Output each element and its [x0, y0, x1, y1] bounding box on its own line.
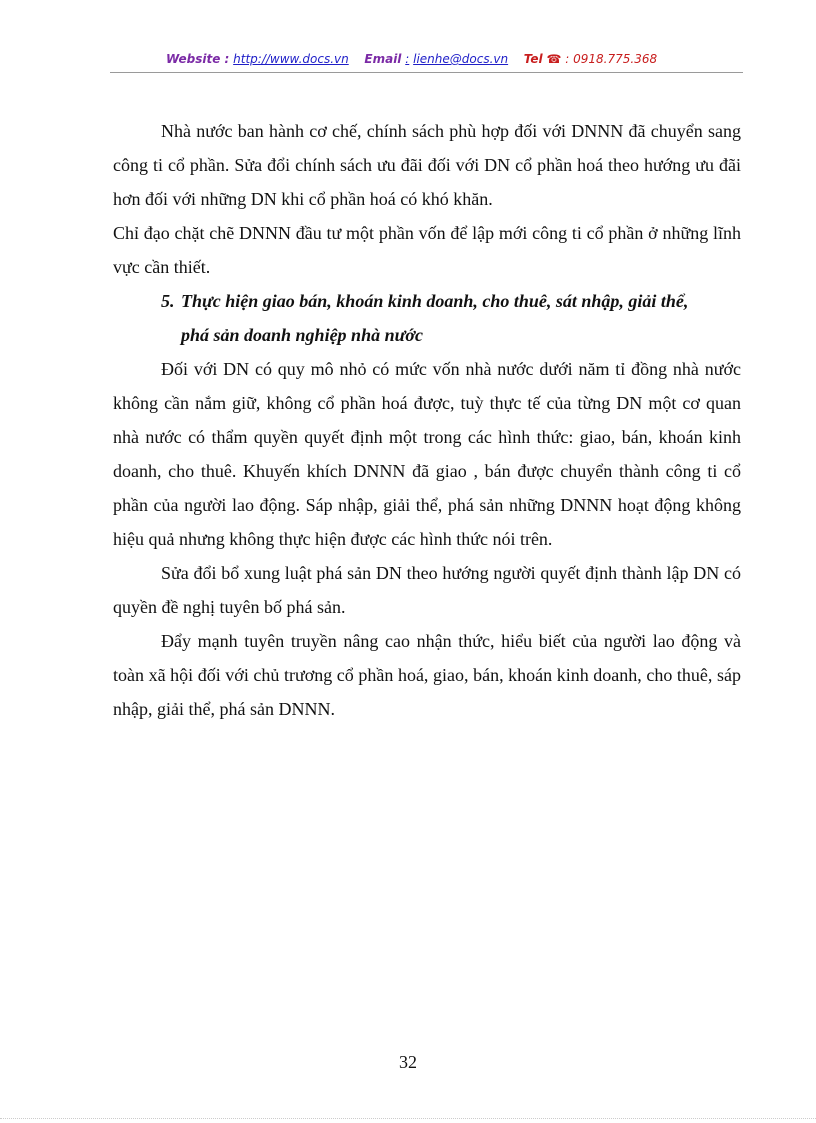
- section-number: 5.: [161, 291, 175, 311]
- tel-number: : 0918.775.368: [565, 52, 658, 66]
- paragraph-4: Sửa đổi bổ xung luật phá sản DN theo hướng người quyết định thành lập DN có quyền đề nghị tuyên bố phá sản.: [113, 563, 741, 617]
- header-contact-line: [166, 52, 657, 66]
- page-header: [110, 50, 743, 73]
- page-number: 32: [399, 1052, 417, 1072]
- section-heading: [113, 284, 741, 352]
- tel-label: Tel: [523, 52, 543, 66]
- section-heading-line-2: phá sản doanh nghiệp nhà nước: [181, 325, 424, 345]
- section-heading-line-1: Thực hiện giao bán, khoán kinh doanh, cho thuê, sát nhập, giải thể,: [181, 291, 689, 311]
- document-body: [113, 114, 741, 726]
- paragraph-5: Đẩy mạnh tuyên truyền nâng cao nhận thức, hiểu biết của người lao động và toàn xã hội đối với chủ trương cổ phần hoá, giao, bán, khoán kinh doanh, cho thuê, sáp nhập, giải thể, phá sản DNNN.: [113, 631, 741, 719]
- email-separator: :: [405, 52, 410, 66]
- paragraph-1: Nhà nước ban hành cơ chế, chính sách phù hợp đối với DNNN đã chuyển sang công ti cổ phần. Sửa đổi chính sách ưu đãi đối với DN cổ phần hoá theo hướng ưu đãi hơn đối với những DN khi cổ phần hoá có khó khăn.: [113, 121, 741, 209]
- page-bottom-divider: [0, 1118, 816, 1119]
- phone-icon: ☎: [546, 52, 562, 66]
- paragraph-2: Chỉ đạo chặt chẽ DNNN đầu tư một phần vốn để lập mới công ti cổ phần ở những lĩnh vực cần thiết.: [113, 223, 741, 277]
- website-link[interactable]: http://www.docs.vn: [233, 52, 349, 66]
- email-link[interactable]: lienhe@docs.vn: [413, 52, 509, 66]
- website-label: Website :: [166, 52, 230, 66]
- email-label: Email: [364, 52, 402, 66]
- paragraph-3: Đối với DN có quy mô nhỏ có mức vốn nhà nước dưới năm tỉ đồng nhà nước không cần nắm giữ, không cổ phần hoá được, tuỳ thực tế của từng DN một cơ quan nhà nước có thẩm quyền quyết định một trong các hình thức: giao, bán, khoán kinh doanh, cho thuê. Khuyến khích DNNN đã giao , bán được chuyển thành công ti cổ phần của người lao động. Sáp nhập, giải thể, phá sản những DNNN hoạt động không hiệu quả nhưng không thực hiện được các hình thức nói trên.: [113, 359, 741, 549]
